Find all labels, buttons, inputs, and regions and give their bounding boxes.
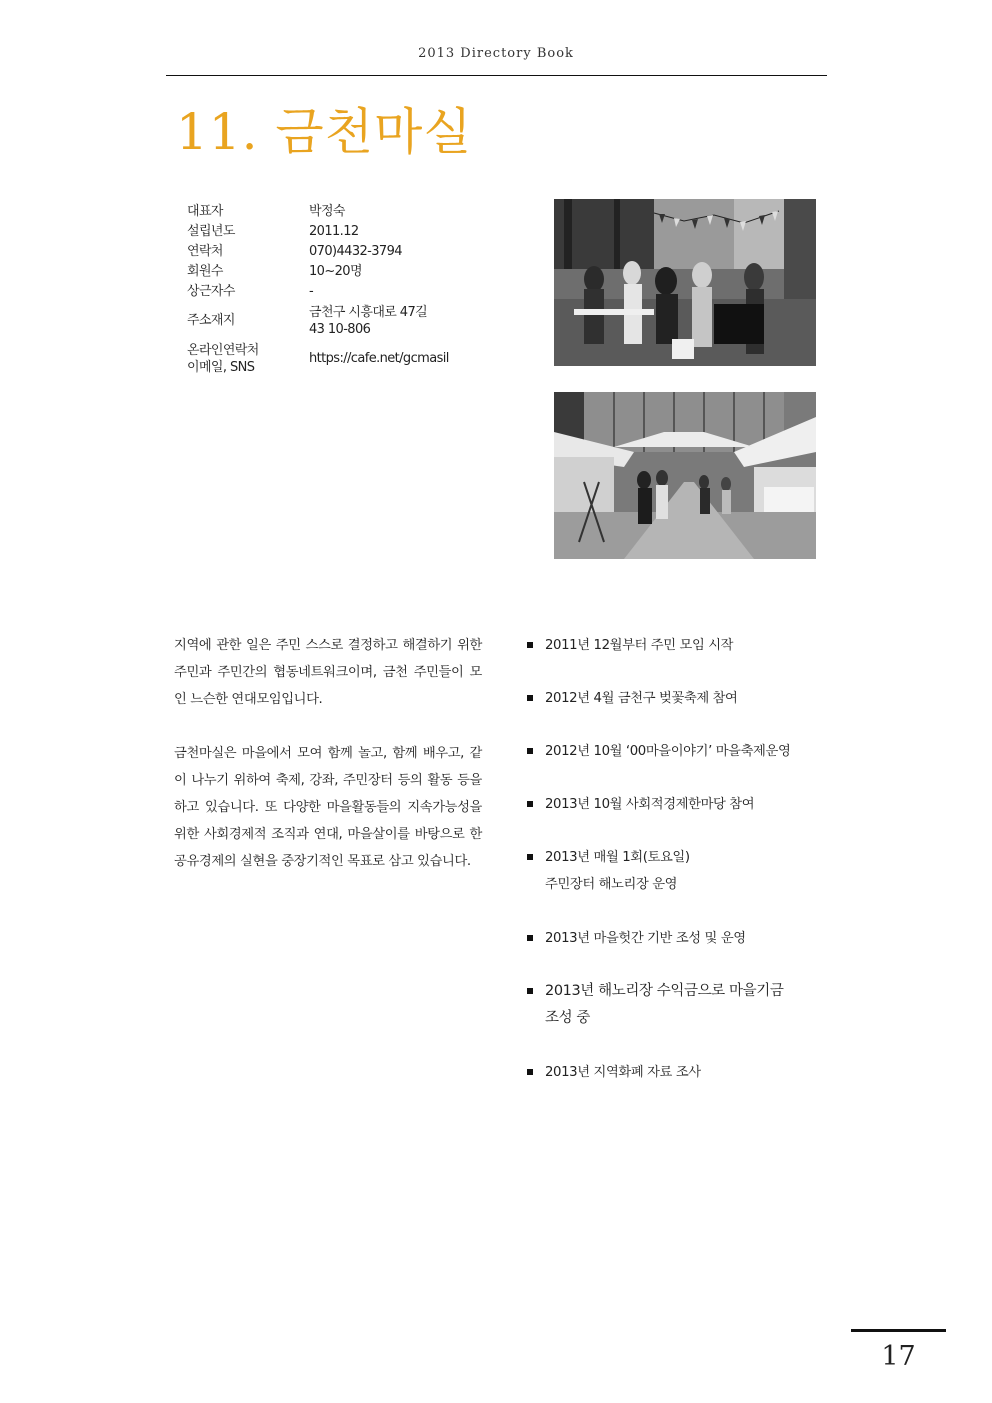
bullet-square-icon (527, 801, 533, 807)
description-text (174, 632, 482, 902)
bullet-square-icon (527, 935, 533, 941)
list-item-text: 2013년 10월 사회적경제한마당 참여 (545, 797, 755, 812)
online-label-line-1: 온라인연락처 (187, 343, 259, 358)
list-item-text-line-1: 2013년 해노리장 수익금으로 마을기금 (545, 983, 784, 999)
info-value: 10~20명 (309, 264, 362, 279)
list-item (527, 738, 825, 765)
info-label: 주소재지 (187, 313, 235, 328)
info-label: 대표자 (187, 204, 223, 219)
list-item (527, 978, 825, 1032)
list-item (527, 1059, 825, 1086)
list-item-text: 2012년 4월 금천구 벚꽃축제 참여 (545, 691, 738, 706)
info-row-contact (187, 242, 487, 262)
info-value (309, 304, 487, 338)
info-value: - (309, 284, 314, 299)
info-label: 설립년도 (187, 224, 235, 239)
list-item (527, 925, 825, 952)
running-header: 2013 Directory Book (418, 46, 574, 61)
header-rule (166, 75, 827, 76)
list-item (527, 632, 825, 659)
info-label: 회원수 (187, 264, 223, 279)
photo-indoor-gathering (554, 199, 816, 366)
photo-outdoor-festival (554, 392, 816, 559)
list-item-text-line-1: 2013년 매월 1회(토요일) (545, 850, 690, 865)
list-item-text: 2011년 12월부터 주민 모임 시작 (545, 638, 734, 653)
address-line-1: 금천구 시흥대로 47길 (309, 305, 428, 320)
info-row-members (187, 262, 487, 282)
organization-info-table (187, 202, 487, 376)
bullet-square-icon (527, 642, 533, 648)
info-row-address (187, 304, 487, 338)
info-label (187, 342, 309, 376)
info-row-founded (187, 222, 487, 242)
bullet-square-icon (527, 748, 533, 754)
footer-rule (851, 1329, 946, 1332)
page-title: 11. 금천마실 (176, 103, 473, 161)
address-line-2: 43 10-806 (309, 322, 371, 337)
info-label: 상근자수 (187, 284, 235, 299)
list-item-text (545, 844, 825, 898)
info-row-online (187, 342, 487, 376)
info-value: 2011.12 (309, 224, 359, 239)
list-item (527, 685, 825, 712)
list-item-text: 2012년 10월 ‘00마을이야기’ 마을축제운영 (545, 744, 791, 759)
online-link[interactable]: https://cafe.net/gcmasil (309, 351, 449, 366)
photo-indoor-gathering-image (554, 199, 816, 366)
list-item-text: 2013년 마을헛간 기반 조성 및 운영 (545, 931, 746, 946)
online-label-line-2: 이메일, SNS (187, 360, 255, 375)
list-item (527, 844, 825, 898)
info-value: 070)4432-3794 (309, 244, 402, 259)
list-item-text: 2013년 지역화폐 자료 조사 (545, 1065, 701, 1080)
photo-outdoor-festival-image (554, 392, 816, 559)
list-item-text-line-2: 조성 중 (545, 1010, 591, 1026)
list-item-text (545, 978, 825, 1032)
bullet-square-icon (527, 988, 533, 994)
info-label: 연락처 (187, 244, 223, 259)
info-value: 박정숙 (309, 204, 345, 219)
description-paragraph-2: 금천마실은 마을에서 모여 함께 놀고, 함께 배우고, 같이 나누기 위하여 축제, 강좌, 주민장터 등의 활동 등을 하고 있습니다. 또 다양한 마을활동들의 지속가능성을 위한 사회경제적 조직과 연대, 마을살이를 바탕으로 한 공유경제의 실현을 중장기적인 목표로 삼고 있습니다. (174, 746, 482, 869)
info-row-staff (187, 282, 487, 302)
description-paragraph-1: 지역에 관한 일은 주민 스스로 결정하고 해결하기 위한 주민과 주민간의 협동네트워크이며, 금천 주민들이 모인 느슨한 연대모임입니다. (174, 638, 482, 707)
page-number: 17 (881, 1341, 916, 1372)
bullet-square-icon (527, 1069, 533, 1075)
list-item-text-line-2: 주민장터 해노리장 운영 (545, 877, 678, 892)
bullet-square-icon (527, 695, 533, 701)
bullet-square-icon (527, 854, 533, 860)
info-row-representative (187, 202, 487, 222)
list-item (527, 791, 825, 818)
